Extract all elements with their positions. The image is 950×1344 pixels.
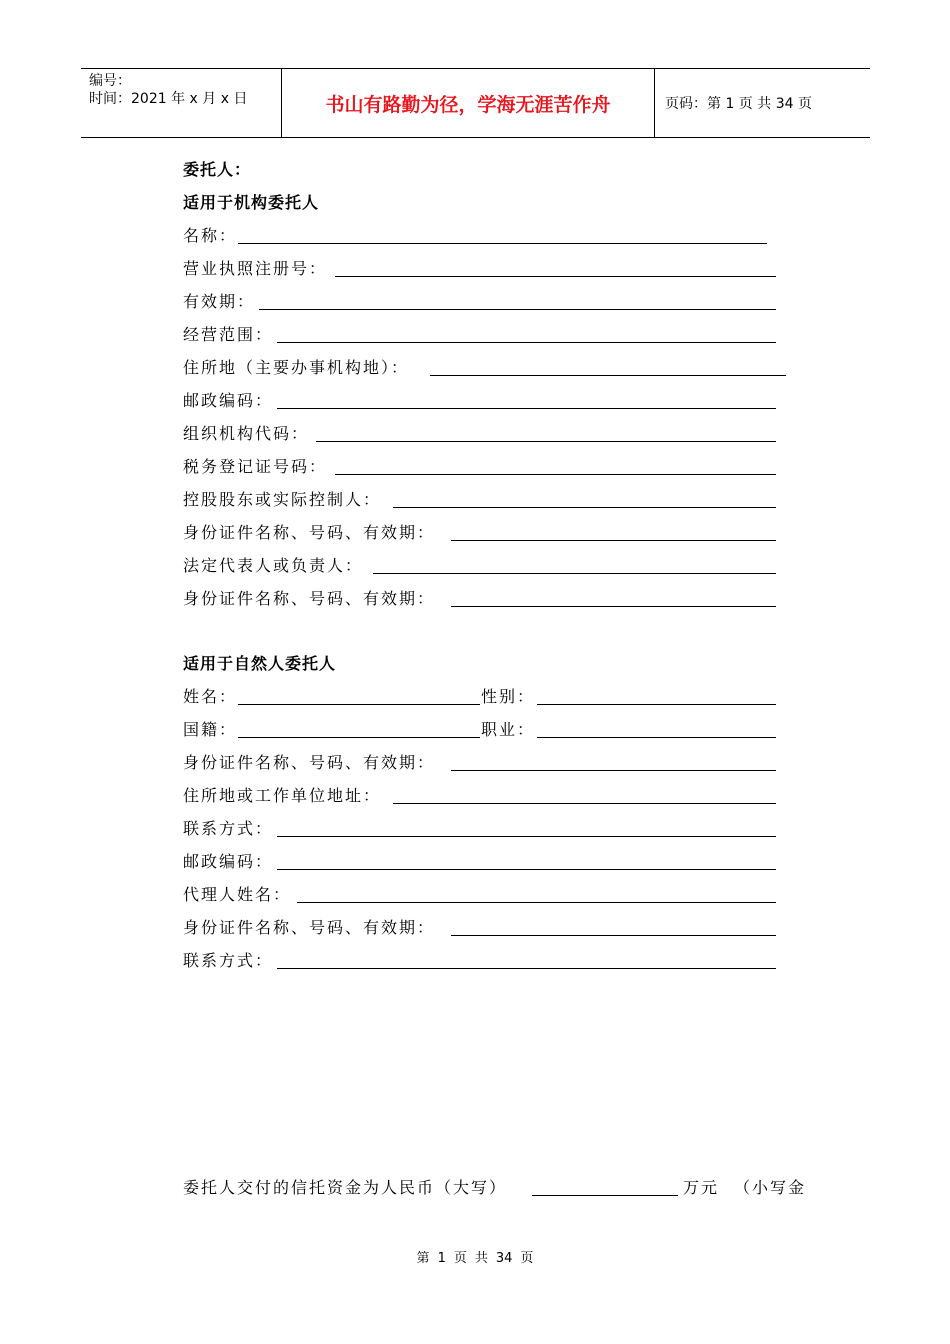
field-label: 税务登记证号码： bbox=[183, 457, 328, 476]
funds-suffix: （小写金 bbox=[734, 1178, 807, 1197]
section-title: 委托人： bbox=[183, 160, 252, 179]
field-label: 组织机构代码： bbox=[183, 424, 310, 443]
fill-line[interactable] bbox=[238, 737, 480, 738]
fill-line[interactable] bbox=[451, 540, 776, 541]
gender-label: 性别： bbox=[481, 687, 536, 706]
fill-line[interactable] bbox=[451, 770, 776, 771]
field-label: 身份证件名称、号码、有效期： bbox=[183, 589, 436, 608]
footer-word: 页 bbox=[453, 1251, 467, 1266]
footer-word: 第 bbox=[416, 1251, 430, 1266]
field-label: 名称： bbox=[183, 226, 238, 245]
field-label: 住所地或工作单位地址： bbox=[183, 786, 382, 805]
funds-prefix: 委托人交付的信托资金为人民币（大写） bbox=[183, 1178, 508, 1197]
fill-line[interactable] bbox=[238, 243, 767, 244]
fill-line[interactable] bbox=[335, 276, 776, 277]
field-label: 联系方式： bbox=[183, 819, 274, 838]
nationality-label: 国籍： bbox=[183, 720, 238, 739]
field-label: 身份证件名称、号码、有效期： bbox=[183, 523, 436, 542]
field-label: 身份证件名称、号码、有效期： bbox=[183, 753, 436, 772]
fill-line[interactable] bbox=[393, 507, 776, 508]
footer-word: 页 bbox=[520, 1251, 534, 1266]
individual-heading: 适用于自然人委托人 bbox=[183, 654, 337, 673]
fill-line[interactable] bbox=[238, 704, 480, 705]
institution-heading: 适用于机构委托人 bbox=[183, 193, 320, 212]
fill-line[interactable] bbox=[259, 309, 776, 310]
header-divider bbox=[654, 69, 655, 137]
field-label: 住所地（主要办事机构地）： bbox=[183, 358, 410, 377]
funds-unit: 万元 bbox=[683, 1178, 720, 1197]
field-label: 联系方式： bbox=[183, 951, 274, 970]
fill-line[interactable] bbox=[532, 1195, 678, 1196]
fill-line[interactable] bbox=[537, 737, 776, 738]
fill-line[interactable] bbox=[373, 573, 776, 574]
field-label: 邮政编码： bbox=[183, 852, 274, 871]
footer-total-pages: 34 bbox=[495, 1251, 513, 1266]
fill-line[interactable] bbox=[277, 869, 776, 870]
fill-line[interactable] bbox=[335, 474, 776, 475]
document-number-label: 编号： bbox=[89, 73, 131, 89]
fill-line[interactable] bbox=[297, 902, 776, 903]
fill-line[interactable] bbox=[430, 375, 786, 376]
field-label: 营业执照注册号： bbox=[183, 259, 328, 278]
field-label: 经营范围： bbox=[183, 325, 274, 344]
fill-line[interactable] bbox=[451, 935, 776, 936]
header-meta bbox=[89, 72, 247, 108]
document-time: 时间：2021 年 x 月 x 日 bbox=[89, 91, 248, 107]
occupation-label: 职业： bbox=[481, 720, 536, 739]
field-label: 代理人姓名： bbox=[183, 885, 292, 904]
fill-line[interactable] bbox=[316, 441, 776, 442]
fill-line[interactable] bbox=[537, 704, 776, 705]
header-page-info: 页码：第 1 页 共 34 页 bbox=[665, 96, 812, 112]
field-label: 身份证件名称、号码、有效期： bbox=[183, 918, 436, 937]
footer-word: 共 bbox=[474, 1251, 488, 1266]
field-label: 有效期： bbox=[183, 292, 256, 311]
fill-line[interactable] bbox=[277, 968, 776, 969]
fill-line[interactable] bbox=[277, 408, 776, 409]
fill-line[interactable] bbox=[277, 342, 776, 343]
fill-line[interactable] bbox=[277, 836, 776, 837]
fill-line[interactable] bbox=[393, 803, 776, 804]
field-label: 控股股东或实际控制人： bbox=[183, 490, 382, 509]
field-label: 法定代表人或负责人： bbox=[183, 556, 364, 575]
footer-page-number: 1 bbox=[437, 1251, 446, 1266]
name-label: 姓名： bbox=[183, 687, 238, 706]
fill-line[interactable] bbox=[451, 606, 776, 607]
header-motto: 书山有路勤为径，学海无涯苦作舟 bbox=[325, 93, 611, 116]
page-footer bbox=[0, 1247, 950, 1266]
page-header bbox=[81, 68, 870, 138]
field-label: 邮政编码： bbox=[183, 391, 274, 410]
